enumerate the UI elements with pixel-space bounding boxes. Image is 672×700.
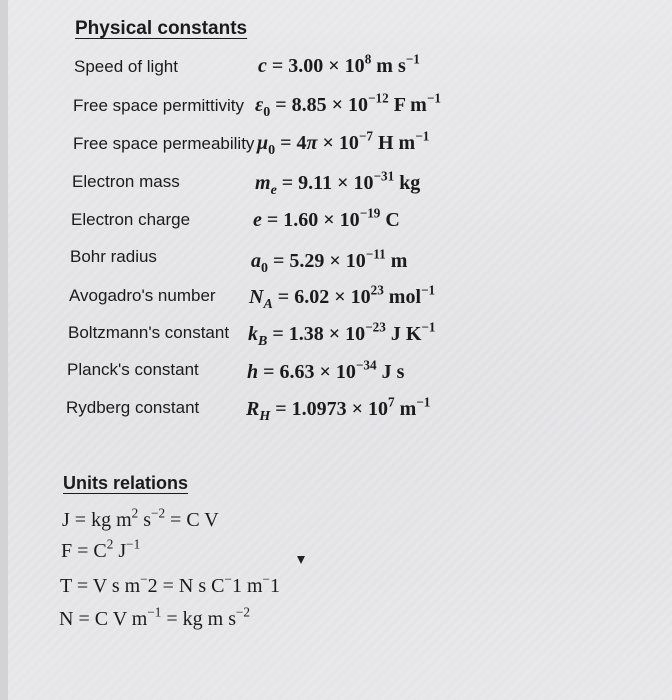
constant-value-avogadro: $N_A = 6.02 \times 10^{23}$ mol$^{-1}$: [249, 282, 436, 312]
constant-name-planck: Planck's constant: [67, 360, 199, 379]
unit-relation-newton: N = C V $m^{-1}$ = kg m $s^{-2}$: [59, 604, 251, 630]
physical-constants-heading: Physical constants: [75, 18, 248, 39]
stray-pen-mark: [297, 556, 305, 564]
constant-value-permittivity: $\varepsilon_0 = 8.85 \times 10^{-12}$ F $m^{-1}$: [255, 90, 441, 120]
unit-relation-joule: J = kg $m^2$ $s^{-2} = C$ V: [62, 505, 219, 531]
units-relations-heading: Units relations: [63, 473, 189, 493]
constant-name-boltzmann: Boltzmann's constant: [68, 323, 230, 342]
constant-name-avogadro: Avogadro's number: [69, 286, 216, 305]
constant-value-permeability: $\mu_0 = 4\pi \times 10^{-7}$ H $m^{-1}$: [257, 128, 430, 158]
constant-value-boltzmann: $k_B = 1.38 \times 10^{-23}$ J $K^{-1}$: [248, 319, 436, 349]
constant-name-bohr-radius: Bohr radius: [70, 247, 157, 266]
constant-name-electron-charge: Electron charge: [71, 210, 191, 229]
constant-name-permeability: Free space permeability: [73, 134, 255, 153]
constant-value-speed-of-light: $c = 3.00 \times 10^8$ m $s^{-1}$: [258, 51, 420, 77]
constant-name-electron-mass: Electron mass: [72, 172, 180, 191]
constant-value-bohr-radius: $a_0 = 5.29 \times 10^{-11}$ m: [251, 246, 408, 276]
constant-value-electron-mass: $m_e = 9.11 \times 10^{-31}$ kg: [255, 168, 421, 198]
unit-relation-farad: $F = C^2$ $J^{-1}$: [61, 536, 141, 562]
constant-value-planck: $h = 6.63 \times 10^{-34}$ J s: [247, 357, 405, 383]
unit-relation-tesla: T = V s m−2 = N s C−1 m−1: [60, 571, 280, 597]
constant-value-rydberg: $R_H = 1.0973 \times 10^7$ $m^{-1}$: [246, 394, 431, 424]
constant-value-electron-charge: $e = 1.60 \times 10^{-19}$ C: [253, 205, 400, 231]
constant-name-rydberg: Rydberg constant: [66, 398, 200, 417]
constant-name-speed-of-light: Speed of light: [74, 57, 178, 76]
constant-name-permittivity: Free space permittivity: [73, 96, 244, 115]
page-left-edge: [0, 0, 8, 700]
